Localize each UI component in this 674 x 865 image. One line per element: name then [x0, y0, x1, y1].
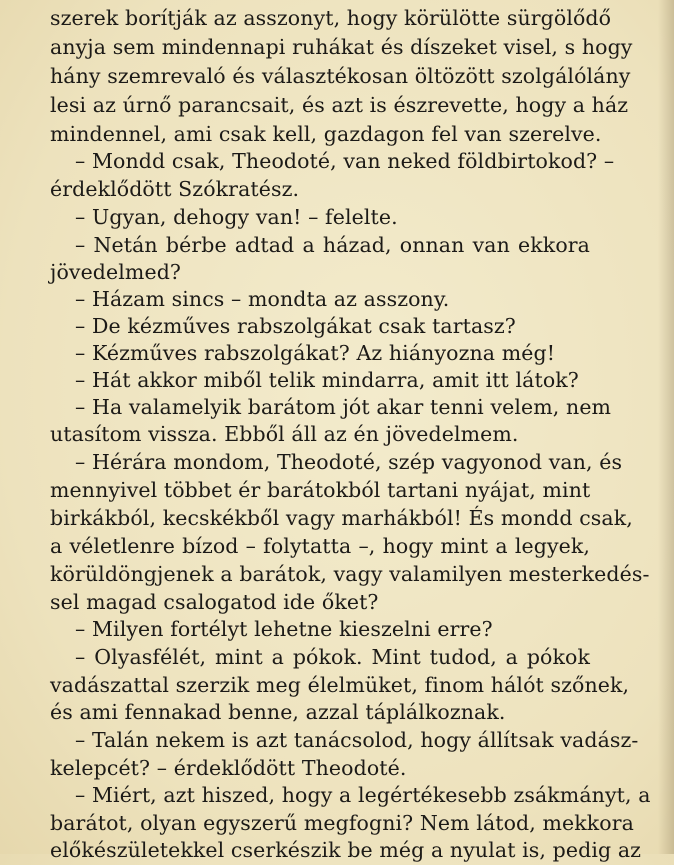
text-line-14: – Hát akkor miből telik mindarra, amit itt látok?: [75, 368, 579, 392]
text-line-24: – Olyasfélét, mint a pókok. Mint tudod, a pókok: [75, 645, 590, 669]
text-line-10: jövedelmed?: [50, 260, 182, 284]
text-line-15: – Ha valamelyik barátom jót akar tenni velem, nem: [75, 395, 612, 419]
text-line-23: – Milyen fortélyt lehetne kieszelni erre?: [75, 617, 493, 641]
text-line-17: – Hérára mondom, Theodoté, szép vagyonod van, és: [75, 450, 623, 474]
text-line-18: mennyivel többet ér barátokból tartani nyájat, mint: [50, 478, 591, 502]
text-line-28: kelepcét? – érdeklődött Theodoté.: [50, 756, 407, 780]
text-line-2: anyja sem mindennapi ruhákat és díszeket visel, s hogy: [50, 35, 633, 59]
text-line-29: – Miért, azt hiszed, hogy a legértékesebb zsákmányt, a: [75, 783, 651, 807]
text-line-3: hány szemrevaló és választékosan öltözött szolgálólány: [50, 64, 631, 88]
text-line-27: – Talán nekem is azt tanácsolod, hogy állítsak vadász-: [75, 728, 639, 752]
page-gutter-shadow: [658, 0, 674, 854]
text-line-22: sel magad csalogatod ide őket?: [50, 590, 379, 614]
text-line-6: – Mondd csak, Theodoté, van neked földbirtokod? –: [75, 149, 615, 173]
text-line-19: birkákból, kecskékből vagy marhákból! És mondd csak,: [50, 506, 633, 530]
text-line-16: utasítom vissza. Ebből áll az én jövedelmem.: [50, 422, 519, 446]
text-line-25: vadászattal szerzik meg élelmüket, finom hálót szőnek,: [50, 673, 630, 697]
text-line-20: a véletlenre bízod – folytatta –, hogy mint a legyek,: [50, 534, 590, 558]
text-line-1: szerek borítják az asszonyt, hogy körülötte sürgölődő: [50, 6, 612, 30]
text-line-31: előkészületekkel cserkészik be még a nyulat is, pedig az: [50, 838, 642, 862]
text-line-21: körüldöngjenek a barátok, vagy valamilyen mesterkedés-: [50, 562, 650, 586]
text-line-12: – De kézműves rabszolgákat csak tartasz?: [75, 314, 516, 338]
text-line-26: és ami fennakad benne, azzal táplálkoznak.: [50, 700, 506, 724]
text-line-30: barátot, olyan egyszerű megfogni? Nem látod, mekkora: [50, 811, 634, 835]
text-line-11: – Házam sincs – mondta az asszony.: [75, 287, 450, 311]
text-line-8: – Ugyan, dehogy van! – felelte.: [75, 205, 398, 229]
text-line-4: lesi az úrnő parancsait, és azt is észrevette, hogy a ház: [50, 93, 629, 117]
text-line-9: – Netán bérbe adtad a házad, onnan van ekkora: [75, 233, 590, 257]
text-line-13: – Kézműves rabszolgákat? Az hiányozna még!: [75, 341, 556, 365]
text-line-5: mindennel, ami csak kell, gazdagon fel van szerelve.: [50, 122, 602, 146]
text-line-7: érdeklődött Szókratész.: [50, 177, 300, 201]
